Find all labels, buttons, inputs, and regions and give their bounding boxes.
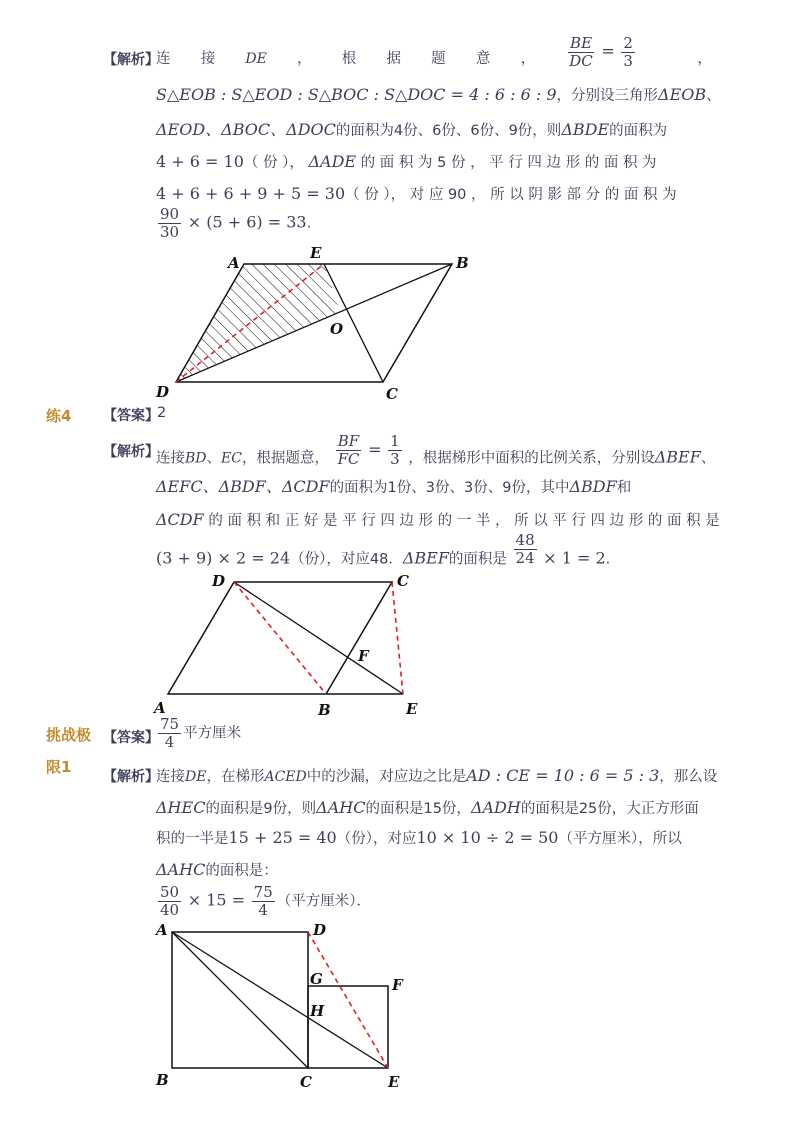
tri-adh: ΔADH	[470, 798, 521, 817]
text: .	[605, 551, 611, 568]
challenge-label-line2: 限1	[46, 758, 72, 776]
label-d: D	[212, 572, 226, 590]
unit: （平方厘米）．	[276, 893, 371, 910]
frac-den: 3	[390, 450, 400, 468]
word: DE	[245, 51, 267, 67]
ch-line4	[156, 860, 712, 881]
label-e: E	[310, 244, 322, 262]
text: 的面积是：	[205, 863, 278, 879]
word: 连	[156, 51, 171, 67]
ch-line5	[156, 884, 712, 919]
label-a: A	[228, 254, 240, 272]
word: ，	[297, 51, 312, 67]
equals: =	[368, 439, 382, 459]
text: 的面积是15份，	[365, 801, 471, 817]
sum: 4 + 6 = 10	[156, 152, 244, 171]
text: 的面积为	[609, 123, 668, 139]
ex4-line3	[156, 510, 720, 531]
text: 的面积是	[448, 551, 507, 568]
label-c: C	[300, 1073, 312, 1090]
p1-line5	[156, 184, 712, 205]
calc: (3 + 9) × 2 = 24	[156, 548, 291, 568]
figure-squares	[146, 918, 416, 1090]
frac-num: 75	[253, 883, 273, 901]
frac-den: 4	[258, 901, 268, 919]
text: .	[306, 215, 312, 232]
tri-cdf: ΔCDF	[156, 510, 204, 529]
text: 、	[206, 450, 222, 467]
label-c: C	[397, 572, 409, 590]
comma: ，	[697, 51, 712, 67]
text: 、	[700, 450, 716, 467]
result: × (5 + 6) = 33	[187, 212, 307, 232]
analysis-label: 【解析】	[103, 769, 159, 785]
ch-line2	[156, 798, 712, 819]
tri-list: ΔEFC、ΔBDF、ΔCDF	[156, 477, 330, 496]
ex4-line1	[156, 432, 716, 476]
answer-label: 【答案】	[103, 408, 159, 424]
ch-line1	[156, 766, 718, 787]
unit: 平方厘米	[183, 725, 242, 742]
ratio-be-dc	[565, 35, 637, 70]
result: × 1 = 2	[543, 548, 606, 568]
label-a: A	[156, 921, 168, 939]
text: ，根据题意，	[241, 450, 329, 467]
analysis-label: 【解析】	[103, 52, 159, 68]
text: 连接	[156, 769, 185, 785]
segment-ac	[172, 932, 308, 1068]
challenge-answer	[156, 716, 241, 751]
frac-den: 4	[164, 733, 175, 751]
frac-num: BE	[570, 34, 593, 52]
tri-ahc: ΔAHC	[316, 798, 366, 817]
p1-line2	[156, 85, 721, 106]
tri-bef: ΔBEF	[654, 447, 701, 467]
label-b: B	[156, 1071, 169, 1089]
label-h: H	[310, 1002, 325, 1020]
segment-ae	[172, 932, 388, 1068]
text: （平方厘米），所以	[558, 831, 682, 847]
label-e: E	[406, 700, 418, 718]
ratio: AD : CE = 10 : 6 = 5 : 3	[466, 766, 660, 785]
trap-aced: ACED	[264, 769, 307, 785]
p1-line1	[156, 34, 712, 84]
label-b: B	[318, 701, 331, 719]
calc: 10 × 10 ÷ 2 = 50	[416, 828, 559, 847]
label-f: F	[392, 976, 403, 994]
frac-den: 30	[160, 223, 180, 241]
label-c: C	[386, 385, 398, 402]
tri-list: ΔEOD、ΔBOC、ΔDOC	[156, 120, 336, 139]
frac-num: BF	[337, 432, 360, 450]
frac-num: 1	[390, 432, 400, 450]
label-d: D	[156, 383, 170, 401]
label-a: A	[154, 699, 166, 717]
segment-de	[234, 582, 403, 694]
frac-den: 3	[623, 52, 633, 70]
tri-bdf: ΔBDF	[569, 477, 617, 496]
dashed-ec	[392, 582, 403, 694]
frac-num: 48	[515, 531, 535, 549]
frac-den: FC	[337, 450, 360, 468]
tri-eob: ΔEOB	[658, 85, 707, 104]
frac-num: 75	[160, 715, 180, 733]
text: ，那么设	[659, 769, 718, 785]
area-ratio: S△EOB : S△EOD : S△BOC : S△DOC = 4 : 6 : 6 : 9	[156, 85, 557, 104]
tri-bde: ΔBDE	[561, 120, 610, 139]
word: 据	[386, 51, 401, 67]
seg-ec: EC	[221, 450, 242, 467]
text: 的 面 积 和 正 好 是 平 行 四 边 形 的 一 半 ， 所 以 平 行 四 边 形 的 面 积 是	[203, 513, 720, 529]
text: 的 面 积 为 5 份 ， 平 行 四 边 形 的 面 积 为	[356, 155, 657, 171]
text: 和	[616, 480, 632, 496]
text: ，在梯形	[206, 769, 265, 785]
label-e: E	[388, 1073, 400, 1090]
p1-line6	[156, 206, 712, 241]
word: ，	[520, 51, 536, 67]
text: 的面积为4份、6份、6份、9份，则	[335, 123, 562, 139]
frac-den: 24	[515, 549, 535, 567]
label-b: B	[456, 254, 469, 272]
frac-den: 40	[160, 901, 180, 919]
calc: × 15 =	[187, 890, 246, 910]
ex4-line2	[156, 477, 712, 498]
dashed-de	[308, 932, 388, 1068]
tri-bef: ΔBEF	[402, 548, 449, 568]
answer-label: 【答案】	[103, 730, 159, 746]
word: 意	[475, 51, 491, 67]
tri-ahc: ΔAHC	[156, 860, 206, 879]
frac-den: DC	[569, 52, 593, 70]
text: 的面积是9份，则	[205, 801, 317, 817]
exercise-4-label: 练4	[46, 407, 72, 425]
frac-num: 2	[623, 34, 633, 52]
text: 积的一半是	[156, 831, 229, 847]
calc: 15 + 25 = 40	[228, 828, 337, 847]
frac-num: 90	[160, 205, 180, 223]
equals: =	[601, 41, 615, 61]
p1-line4	[156, 152, 712, 173]
frac-num: 50	[160, 883, 180, 901]
analysis-label: 【解析】	[103, 444, 159, 460]
dashed-bd	[234, 582, 326, 694]
text: 连接	[156, 450, 185, 467]
p1-line3	[156, 120, 712, 141]
text: （ 份 ），	[243, 155, 309, 171]
label-o: O	[330, 320, 344, 338]
tri-hec: ΔHEC	[156, 798, 206, 817]
word: 根	[341, 51, 357, 67]
text: 、	[706, 88, 721, 104]
answer-value: 2	[157, 405, 167, 421]
text: 的面积为1份、3份、3份、9份，其中	[329, 480, 570, 496]
figure-parallelogram-2	[150, 566, 440, 722]
small-square	[308, 986, 388, 1068]
text: （份），对应	[336, 831, 417, 847]
label-d: D	[313, 921, 327, 939]
label-f: F	[358, 647, 369, 665]
seg-de: DE	[185, 769, 207, 785]
text: （ 份 ）， 对 应 90 ， 所 以 阴 影 部 分 的 面 积 为	[345, 187, 677, 203]
tri-ade: ΔADE	[308, 152, 357, 171]
text: 中的沙漏，对应边之比是	[306, 769, 467, 785]
ch-line3	[156, 828, 712, 849]
challenge-label-line1: 挑战极	[46, 726, 92, 744]
ratio-bf-fc	[334, 432, 409, 468]
text: 的面积是25份，大正方形面	[520, 801, 699, 817]
label-g: G	[310, 970, 323, 988]
word: 题	[431, 51, 446, 67]
text: ，根据梯形中面积的比例关系，分别设	[408, 450, 655, 467]
text: （份），对应48．	[290, 551, 403, 568]
word: 接	[200, 51, 216, 67]
sum: 4 + 6 + 6 + 9 + 5 = 30	[156, 184, 346, 203]
figure-parallelogram-1	[150, 242, 480, 402]
text: ，分别设三角形	[556, 88, 659, 104]
seg-bd: BD	[185, 450, 207, 467]
